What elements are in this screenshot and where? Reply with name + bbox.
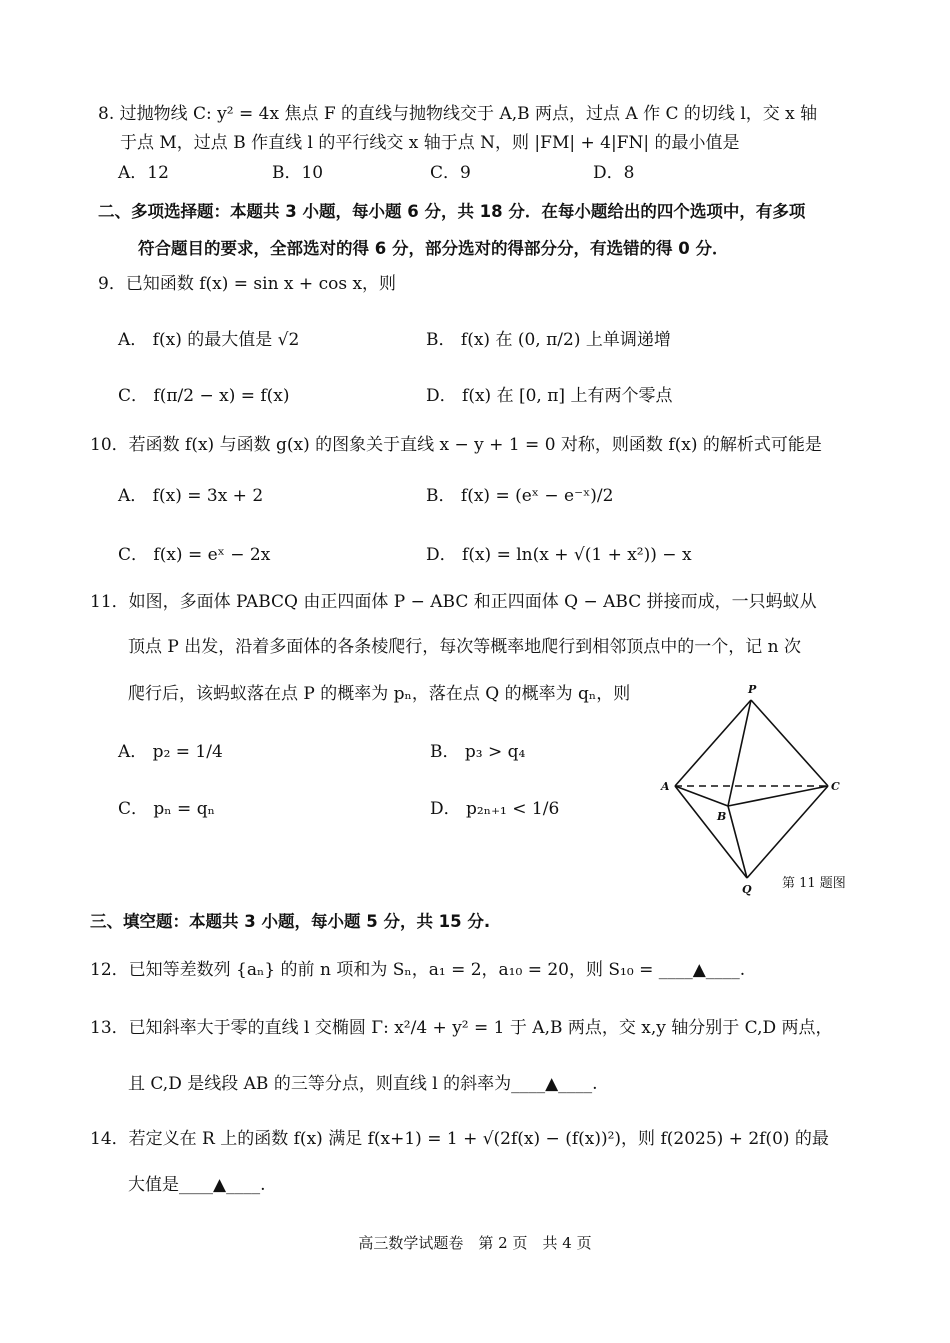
label-p: P — [748, 683, 757, 696]
q11-option-d: D． p₂ₙ₊₁ < 1/6 — [430, 799, 560, 819]
label-q: Q — [742, 883, 752, 896]
q10-stem: 10．若函数 f(x) 与函数 g(x) 的图象关于直线 x − y + 1 = 0 对称，则函数 f(x) 的解析式可能是 — [90, 435, 822, 455]
q14-line1: 14．若定义在 R 上的函数 f(x) 满足 f(x+1) = 1 + √(2f(x) − (f(x))²)，则 f(2025) + 2f(0) 的最 — [90, 1129, 829, 1149]
page-footer: 高三数学试题卷 第 2 页 共 4 页 — [358, 1234, 592, 1252]
q9-option-b: B． f(x) 在 (0, π/2) 上单调递增 — [426, 330, 671, 350]
q8-option-b: B．10 — [272, 163, 324, 183]
q11-line2: 顶点 P 出发，沿着多面体的各条棱爬行，每次等概率地爬行到相邻顶点中的一个，记 n 次 — [128, 637, 802, 657]
q8-option-a: A．12 — [118, 163, 169, 183]
edge-pa — [675, 700, 751, 786]
q11-line1: 11．如图，多面体 PABCQ 由正四面体 P − ABC 和正四面体 Q − ABC 拼接而成，一只蚂蚁从 — [90, 592, 817, 612]
section2-header-line2: 符合题目的要求，全部选对的得 6 分，部分选对的得部分分，有选错的得 0 分． — [138, 239, 729, 258]
figure-caption: 第 11 题图 — [782, 876, 846, 891]
q11-option-c: C． pₙ = qₙ — [118, 799, 215, 819]
q13-line2: 且 C,D 是线段 AB 的三等分点，则直线 l 的斜率为____▲____. — [128, 1074, 598, 1094]
q10-option-d: D． f(x) = ln(x + √(1 + x²)) − x — [426, 545, 692, 565]
q9-option-d: D． f(x) 在 [0, π] 上有两个零点 — [426, 386, 673, 406]
q13-line1: 13．已知斜率大于零的直线 l 交椭圆 Γ: x²/4 + y² = 1 于 A,B 两点，交 x,y 轴分别于 C,D 两点， — [90, 1018, 833, 1038]
q8-option-c: C．9 — [430, 163, 471, 183]
q8-option-d: D．8 — [593, 163, 635, 183]
q12-text: 12．已知等差数列 {aₙ} 的前 n 项和为 Sₙ，a₁ = 2，a₁₀ = 20，则 S₁₀ = ____▲____. — [90, 960, 746, 980]
q11-option-b: B． p₃ > q₄ — [430, 742, 526, 762]
q10-option-c: C． f(x) = eˣ − 2x — [118, 545, 271, 565]
q11-polyhedron-figure — [650, 680, 860, 900]
q9-option-a: A． f(x) 的最大值是 √2 — [118, 330, 300, 350]
q8-line1: 8. 过抛物线 C: y² = 4x 焦点 F 的直线与抛物线交于 A,B 两点，过点 A 作 C 的切线 l，交 x 轴 — [98, 104, 818, 124]
q10-option-b: B． f(x) = (eˣ − e⁻ˣ)/2 — [426, 486, 614, 506]
q9-option-c: C． f(π/2 − x) = f(x) — [118, 386, 290, 406]
q10-option-a: A． f(x) = 3x + 2 — [118, 486, 264, 506]
edge-pb — [728, 700, 751, 806]
q8-line2: 于点 M，过点 B 作直线 l 的平行线交 x 轴于点 N，则 |FM| + 4|FN| 的最小值是 — [120, 133, 740, 153]
q11-line3: 爬行后，该蚂蚁落在点 P 的概率为 pₙ，落在点 Q 的概率为 qₙ，则 — [128, 684, 631, 704]
edge-pc — [751, 700, 828, 786]
section2-header-line1: 二、多项选择题：本题共 3 小题，每小题 6 分，共 18 分．在每小题给出的四个选项中，有多项 — [98, 202, 806, 221]
label-a: A — [661, 780, 670, 793]
section3-header: 三、填空题：本题共 3 小题，每小题 5 分，共 15 分. — [90, 912, 491, 931]
q9-stem: 9．已知函数 f(x) = sin x + cos x，则 — [98, 274, 397, 294]
q14-line2: 大值是____▲____. — [128, 1175, 266, 1195]
edge-qb — [728, 806, 747, 878]
q11-option-a: A． p₂ = 1/4 — [118, 742, 223, 762]
label-c: C — [831, 780, 840, 793]
label-b: B — [717, 810, 727, 823]
